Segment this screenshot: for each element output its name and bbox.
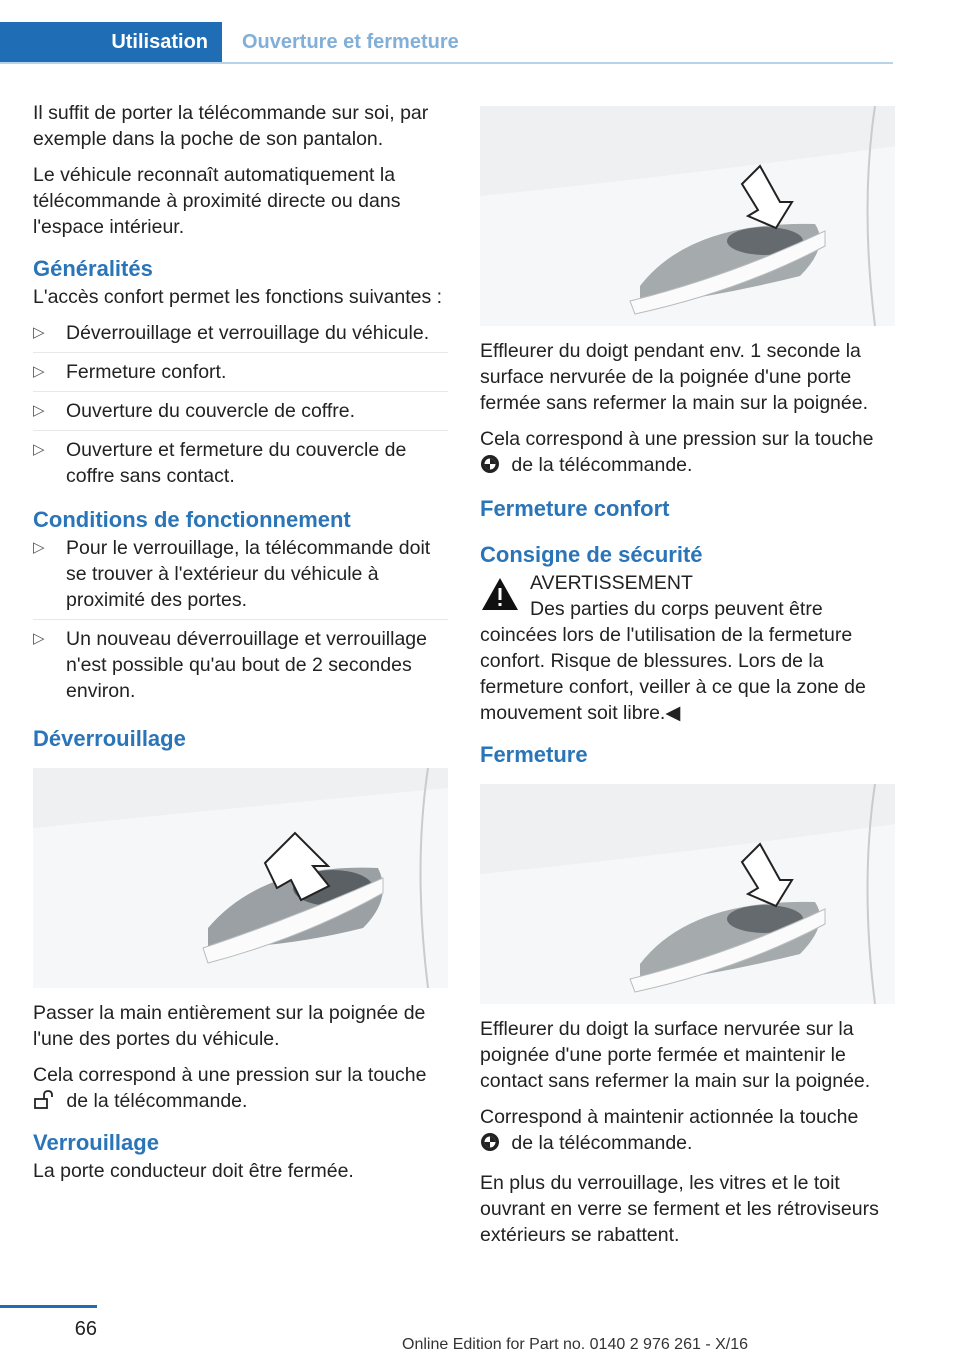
unlock-icon	[33, 1090, 55, 1110]
header-bar	[0, 22, 893, 64]
generalites-heading: Généralités	[33, 256, 153, 281]
triangle-bullet-icon: ▷	[33, 324, 45, 341]
list-item: ▷ Un nouveau déverrouillage et verrouillage n'est possible qu'au bout de 2 secondes environ.	[33, 628, 427, 702]
door-handle-image-unlock	[33, 768, 448, 988]
touch-text-1: Effleurer du doigt pendant env. 1 seconde la surface nervurée de la poignée d'une porte fermée sans refermer la main sur la poignée.	[480, 340, 869, 414]
list-item: ▷ Fermeture confort.	[33, 359, 448, 392]
generalites-text: L'accès confort permet les fonctions suivantes :	[33, 286, 443, 308]
list-item: ▷ Ouverture du couvercle de coffre.	[33, 398, 448, 431]
warning-title: AVERTISSEMENT	[530, 572, 693, 594]
verrouillage-heading: Verrouillage	[33, 1130, 159, 1155]
fermeture-text-2: Correspond à maintenir actionnée la touche de la télécommande.	[480, 1106, 859, 1154]
door-handle-image-close	[480, 784, 895, 1004]
intro-paragraph-1: Il suffit de porter la télécommande sur soi, par exemple dans la poche de son pantalon.	[33, 102, 429, 150]
list-item: ▷ Ouverture et fermeture du couvercle de coffre sans contact.	[33, 439, 407, 487]
fermeture-heading: Fermeture	[480, 742, 588, 767]
door-handle-image-touch	[480, 106, 895, 326]
right-column	[480, 106, 895, 1258]
section-tab-ouverture[interactable]: Ouverture et fermeture	[242, 31, 459, 53]
triangle-bullet-icon: ▷	[33, 402, 45, 419]
triangle-bullet-icon: ▷	[33, 363, 45, 380]
triangle-bullet-icon: ▷	[33, 441, 45, 458]
warning-block	[480, 570, 895, 596]
consigne-heading: Consigne de sécurité	[480, 542, 703, 567]
triangle-bullet-icon: ▷	[33, 539, 45, 556]
fermeture-text-3: En plus du verrouillage, les vitres et le toit ouvrant en verre se ferment et les rétroviseurs extérieurs se rabattent.	[480, 1172, 879, 1246]
page-number: 66	[74, 1318, 97, 1340]
bmw-logo-icon	[480, 454, 500, 474]
touch-text-2: Cela correspond à une pression sur la touche de la télécommande.	[480, 428, 874, 476]
warning-text: Des parties du corps peuvent être coincées lors de l'utilisation de la fermeture confort. Risque de blessures. Lors de la fermeture confort, veiller à ce que la zone de mouvement soit libre.◀	[480, 598, 866, 724]
deverrouillage-text-2: Cela correspond à une pression sur la touche de la télécommande.	[33, 1064, 427, 1112]
list-item: ▷ Déverrouillage et verrouillage du véhicule.	[33, 320, 448, 353]
deverrouillage-text-1: Passer la main entièrement sur la poignée de l'une des portes du véhicule.	[33, 1002, 426, 1050]
functions-list	[33, 320, 448, 495]
conditions-list	[33, 535, 448, 710]
section-tab-utilisation[interactable]: Utilisation	[0, 22, 222, 62]
fermeture-confort-heading: Fermeture confort	[480, 496, 670, 521]
left-column	[33, 100, 448, 1194]
intro-paragraph-2: Le véhicule reconnaît automatiquement la télécommande à proximité directe ou dans l'espace intérieur.	[33, 164, 401, 238]
warning-triangle-icon	[480, 576, 520, 612]
triangle-bullet-icon: ▷	[33, 630, 45, 647]
bmw-logo-icon	[480, 1132, 500, 1152]
footer-accent-line	[0, 1305, 97, 1308]
conditions-heading: Conditions de fonctionnement	[33, 507, 351, 532]
verrouillage-text: La porte conducteur doit être fermée.	[33, 1160, 354, 1182]
edition-text: Online Edition for Part no. 0140 2 976 261 - X/16	[402, 1336, 749, 1353]
list-item: ▷ Pour le verrouillage, la télécommande doit se trouver à l'extérieur du véhicule à proximité des portes.	[33, 535, 448, 620]
fermeture-text-1: Effleurer du doigt la surface nervurée sur la poignée d'une porte fermée et maintenir le contact sans refermer la main sur la poignée.	[480, 1018, 871, 1092]
deverrouillage-heading: Déverrouillage	[33, 726, 186, 751]
